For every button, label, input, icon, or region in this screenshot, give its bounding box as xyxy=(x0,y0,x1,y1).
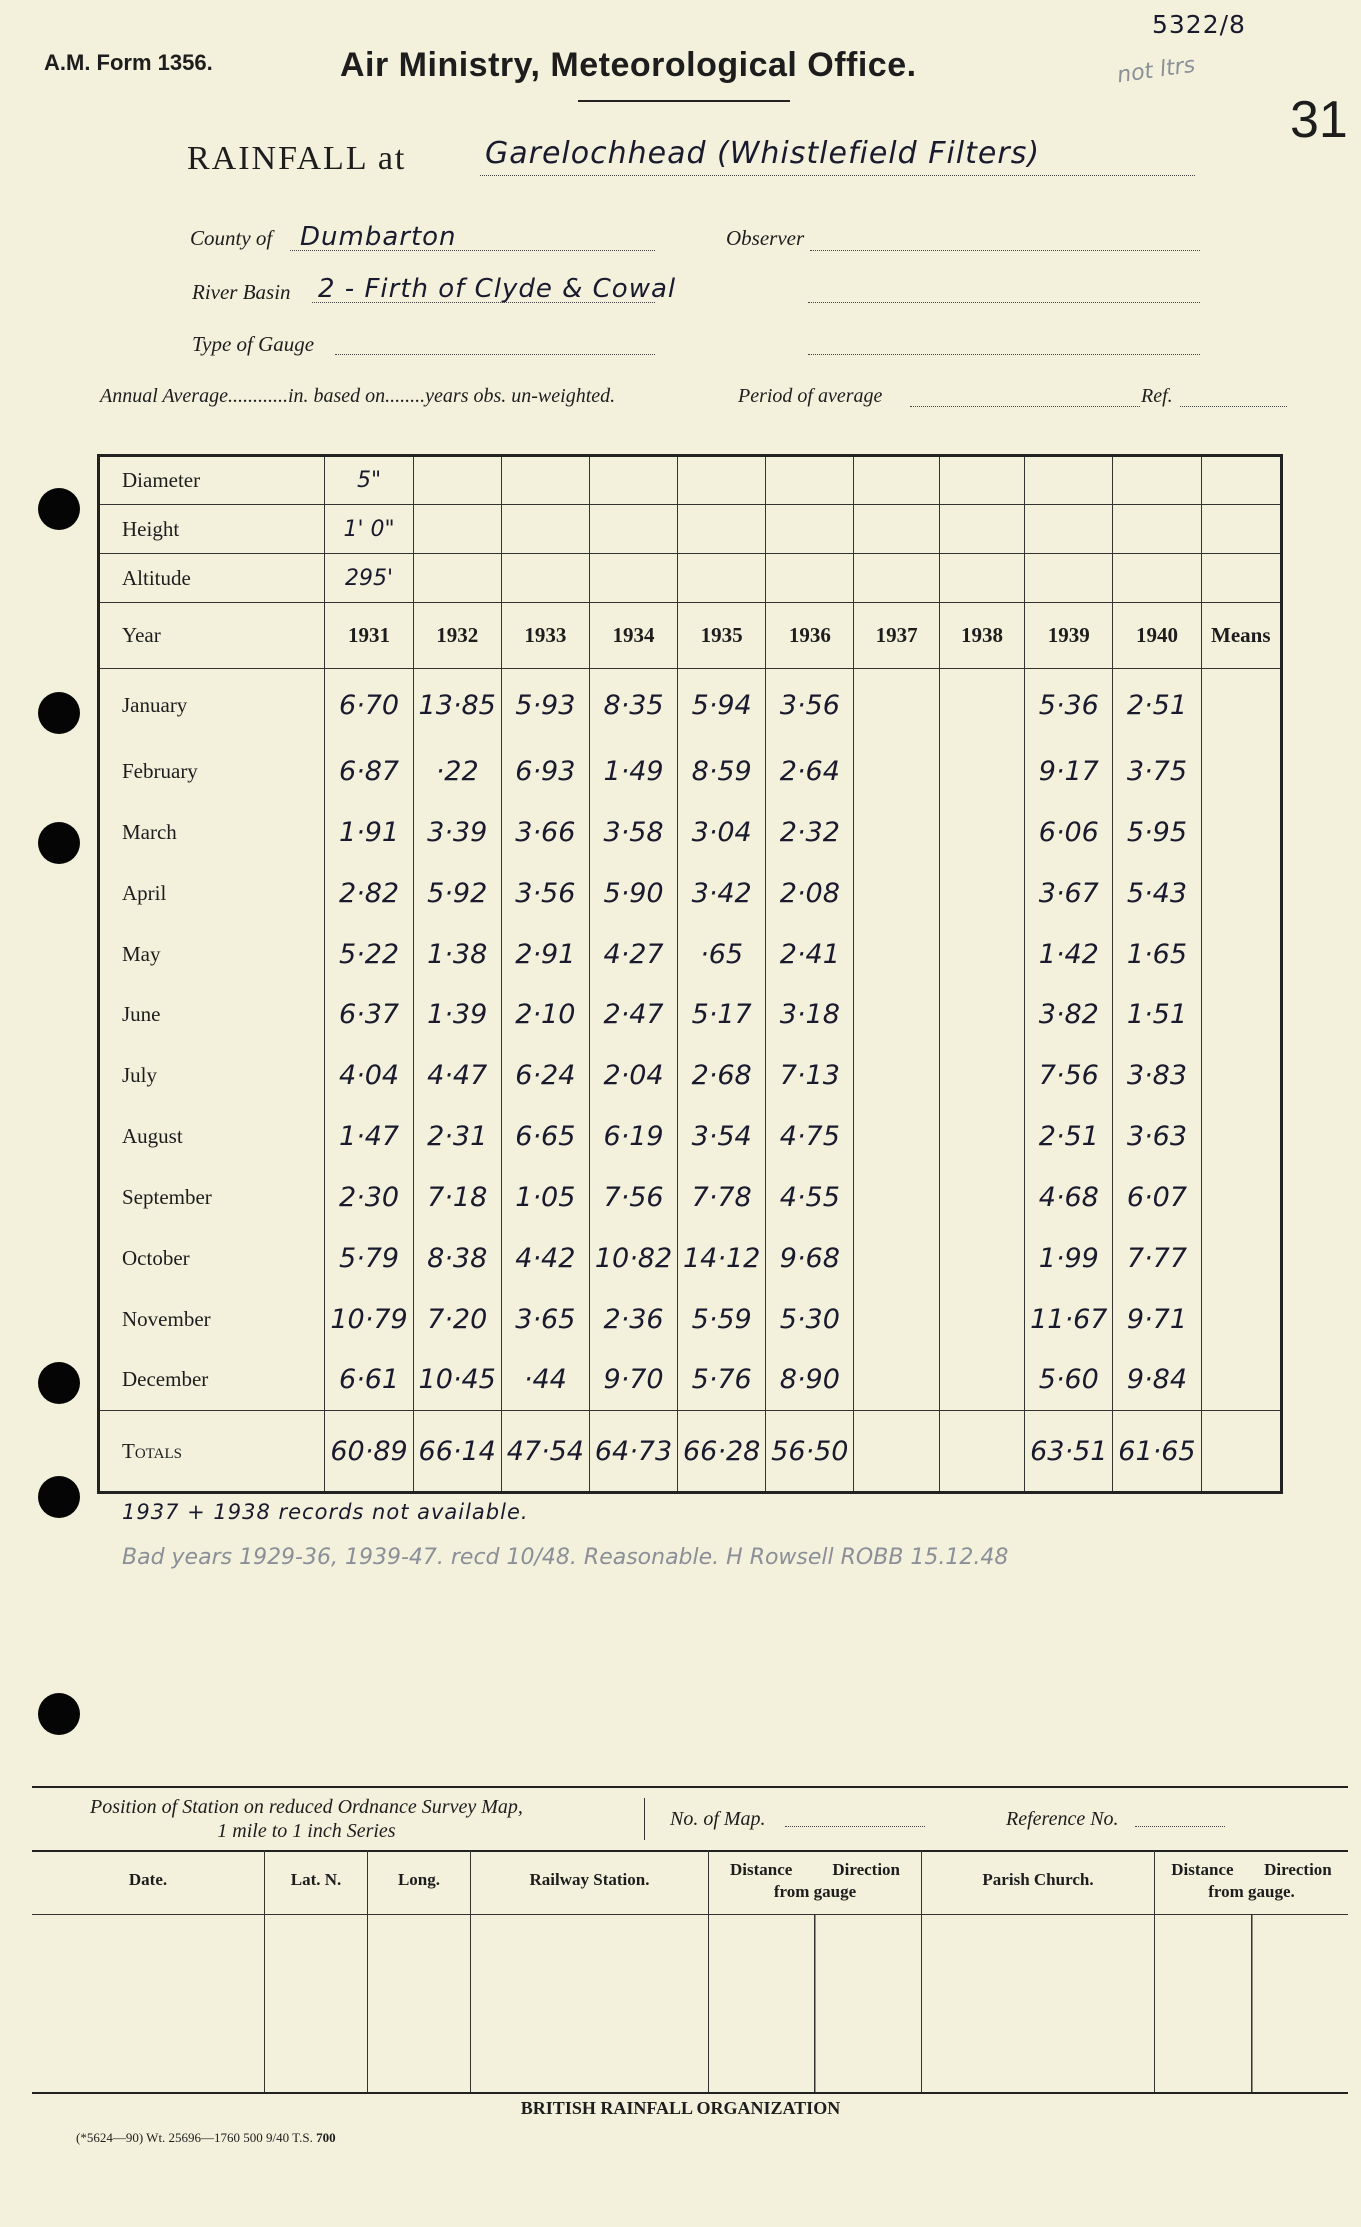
rainfall-value: 1·65 xyxy=(1113,924,1201,985)
rainfall-value: 9·68 xyxy=(766,1228,854,1289)
month-label: January xyxy=(99,669,325,742)
means-cell xyxy=(1201,1228,1281,1289)
page-title: Air Ministry, Meteorological Office. xyxy=(340,46,917,84)
rainfall-value: 7·56 xyxy=(589,1167,677,1228)
means-cell xyxy=(1201,1167,1281,1228)
rainfall-value xyxy=(854,924,939,985)
means-cell xyxy=(1201,802,1281,863)
rainfall-value: 5·94 xyxy=(678,669,766,742)
railway-distance-headings xyxy=(710,1860,920,1880)
year-header: 1932 xyxy=(413,603,501,669)
month-label: June xyxy=(99,985,325,1046)
total-value: 47·54 xyxy=(501,1411,589,1493)
rainfall-value xyxy=(854,802,939,863)
year-header: 1939 xyxy=(1025,603,1113,669)
rainfall-value: 5·79 xyxy=(325,1228,413,1289)
rainfall-value xyxy=(854,741,939,802)
totals-row xyxy=(99,1411,1282,1493)
rainfall-value xyxy=(939,1167,1024,1228)
position-text xyxy=(90,1795,523,1843)
rainfall-value xyxy=(939,741,1024,802)
total-value: 63·51 xyxy=(1025,1411,1113,1493)
totals-label: Totals xyxy=(99,1411,325,1493)
rainfall-value: 5·60 xyxy=(1025,1350,1113,1411)
month-label: September xyxy=(99,1167,325,1228)
meta-empty-cell xyxy=(413,505,501,554)
meta-empty-cell xyxy=(501,456,589,505)
distance-heading: Distance xyxy=(1171,1860,1234,1879)
meta-empty-cell xyxy=(589,456,677,505)
meta-row xyxy=(99,554,1282,603)
lat-column: Lat. N. xyxy=(265,1850,368,2094)
meta-empty-cell xyxy=(678,554,766,603)
rainfall-value: 13·85 xyxy=(413,669,501,742)
rainfall-value: 7·13 xyxy=(766,1045,854,1106)
rainfall-value: ·22 xyxy=(413,741,501,802)
gauge-type-line xyxy=(335,354,655,355)
rainfall-at-label: RAINFALL at xyxy=(187,140,407,177)
year-header: 1940 xyxy=(1113,603,1201,669)
rainfall-value: 6·65 xyxy=(501,1106,589,1167)
map-number-label: No. of Map. xyxy=(670,1808,766,1830)
rainfall-value xyxy=(939,669,1024,742)
railway-distance-split xyxy=(710,1914,920,2093)
rainfall-value: 5·30 xyxy=(766,1289,854,1350)
rainfall-value: 4·27 xyxy=(589,924,677,985)
meta-empty-cell xyxy=(1025,554,1113,603)
meta-empty-cell xyxy=(939,456,1024,505)
direction-heading: Direction xyxy=(1264,1860,1332,1879)
rainfall-value xyxy=(854,1106,939,1167)
rainfall-value xyxy=(854,1228,939,1289)
form-number: A.M. Form 1356. xyxy=(44,50,213,75)
rainfall-value: 7·20 xyxy=(413,1289,501,1350)
punch-hole xyxy=(38,488,80,530)
total-value xyxy=(939,1411,1024,1493)
meta-empty-cell xyxy=(678,456,766,505)
rainfall-value: 3·82 xyxy=(1025,985,1113,1046)
meta-value: 1' 0" xyxy=(325,505,413,554)
rainfall-value: 9·71 xyxy=(1113,1289,1201,1350)
rainfall-value: 4·42 xyxy=(501,1228,589,1289)
rainfall-value: 6·70 xyxy=(325,669,413,742)
county-value: Dumbarton xyxy=(300,222,457,252)
meta-empty-cell xyxy=(678,505,766,554)
rainfall-value: 4·75 xyxy=(766,1106,854,1167)
rainfall-value: 5·43 xyxy=(1113,863,1201,924)
missing-records-note: 1937 + 1938 records not available. xyxy=(122,1500,529,1524)
parish-church-column: Parish Church. xyxy=(922,1850,1155,2094)
month-row xyxy=(99,1350,1282,1411)
rainfall-value: 2·08 xyxy=(766,863,854,924)
rainfall-value: 2·47 xyxy=(589,985,677,1046)
rainfall-value: 2·51 xyxy=(1025,1106,1113,1167)
rainfall-value: 5·36 xyxy=(1025,669,1113,742)
means-cell xyxy=(1201,1289,1281,1350)
meta-empty-cell xyxy=(1113,505,1201,554)
rainfall-value xyxy=(939,1350,1024,1411)
meta-row xyxy=(99,456,1282,505)
meta-empty-cell xyxy=(766,456,854,505)
month-row xyxy=(99,924,1282,985)
rainfall-value: 11·67 xyxy=(1025,1289,1113,1350)
rainfall-value: 9·70 xyxy=(589,1350,677,1411)
year-row xyxy=(99,603,1282,669)
rainfall-value: 2·64 xyxy=(766,741,854,802)
punch-hole xyxy=(38,1693,80,1735)
rainfall-value xyxy=(854,863,939,924)
rainfall-value: 6·07 xyxy=(1113,1167,1201,1228)
bottom-rule xyxy=(32,2092,1348,2094)
means-cell xyxy=(1201,1106,1281,1167)
rainfall-value: 3·39 xyxy=(413,802,501,863)
pencil-corner-note: not ltrs xyxy=(1115,52,1197,89)
rainfall-value: 3·42 xyxy=(678,863,766,924)
total-value: 60·89 xyxy=(325,1411,413,1493)
month-row xyxy=(99,1228,1282,1289)
means-cell xyxy=(1201,1411,1281,1493)
means-cell xyxy=(1201,554,1281,603)
rainfall-value: 3·66 xyxy=(501,802,589,863)
print-code xyxy=(76,2130,336,2146)
period-line xyxy=(910,406,1140,407)
year-label: Year xyxy=(99,603,325,669)
rainfall-value: 3·63 xyxy=(1113,1106,1201,1167)
direction-heading: Direction xyxy=(832,1860,900,1879)
meta-empty-cell xyxy=(589,554,677,603)
organization-footer: BRITISH RAINFALL ORGANIZATION xyxy=(520,2098,841,2118)
ref-label: Ref. xyxy=(1141,385,1173,407)
meta-empty-cell xyxy=(589,505,677,554)
punch-hole xyxy=(38,692,80,734)
rainfall-value: 1·39 xyxy=(413,985,501,1046)
rainfall-table xyxy=(97,454,1283,1494)
month-label: April xyxy=(99,863,325,924)
rainfall-value: 2·68 xyxy=(678,1045,766,1106)
meta-label: Height xyxy=(99,505,325,554)
rainfall-value: 5·59 xyxy=(678,1289,766,1350)
means-cell xyxy=(1201,985,1281,1046)
rainfall-value: 7·56 xyxy=(1025,1045,1113,1106)
means-cell xyxy=(1201,1045,1281,1106)
rainfall-value: 4·68 xyxy=(1025,1167,1113,1228)
rainfall-value: 6·19 xyxy=(589,1106,677,1167)
rainfall-value: 1·91 xyxy=(325,802,413,863)
meta-empty-cell xyxy=(854,554,939,603)
rainfall-value: 1·99 xyxy=(1025,1228,1113,1289)
meta-label: Altitude xyxy=(99,554,325,603)
rainfall-value: 9·17 xyxy=(1025,741,1113,802)
position-text-line-1: Position of Station on reduced Ordnance Survey Map, xyxy=(90,1796,523,1818)
month-label: August xyxy=(99,1106,325,1167)
rainfall-value: 3·65 xyxy=(501,1289,589,1350)
meta-empty-cell xyxy=(501,554,589,603)
pencil-review-note: Bad years 1929-36, 1939-47. recd 10/48. Reasonable. H Rowsell ROBB 15.12.48 xyxy=(122,1545,1009,1570)
observer-line xyxy=(810,250,1200,251)
position-rule-top xyxy=(32,1786,1348,1788)
total-value: 66·14 xyxy=(413,1411,501,1493)
rainfall-value: 3·83 xyxy=(1113,1045,1201,1106)
rainfall-value: ·65 xyxy=(678,924,766,985)
meta-empty-cell xyxy=(939,554,1024,603)
means-header: Means xyxy=(1201,603,1281,669)
month-label: July xyxy=(99,1045,325,1106)
month-row xyxy=(99,1106,1282,1167)
position-text-line-2: 1 mile to 1 inch Series xyxy=(217,1820,396,1842)
rainfall-value: 4·47 xyxy=(413,1045,501,1106)
year-header: 1933 xyxy=(501,603,589,669)
position-brace xyxy=(644,1798,645,1840)
rainfall-value: 3·75 xyxy=(1113,741,1201,802)
rainfall-value: 2·30 xyxy=(325,1167,413,1228)
rainfall-value: 3·18 xyxy=(766,985,854,1046)
rainfall-value: 3·04 xyxy=(678,802,766,863)
meta-value: 5" xyxy=(325,456,413,505)
rainfall-value: 3·58 xyxy=(589,802,677,863)
month-row xyxy=(99,1167,1282,1228)
rainfall-value xyxy=(939,802,1024,863)
railway-distance-column xyxy=(709,1850,922,2094)
rainfall-value: 3·56 xyxy=(501,863,589,924)
month-row xyxy=(99,1045,1282,1106)
long-column: Long. xyxy=(368,1850,471,2094)
rainfall-value: 7·77 xyxy=(1113,1228,1201,1289)
rainfall-value: 1·47 xyxy=(325,1106,413,1167)
map-number-line xyxy=(785,1826,925,1827)
rainfall-value xyxy=(939,985,1024,1046)
rainfall-value: 7·18 xyxy=(413,1167,501,1228)
print-code-text: (*5624—90) Wt. 25696—1760 500 9/40 T.S. xyxy=(76,2130,313,2145)
from-gauge-heading: from gauge xyxy=(773,1882,857,1901)
rainfall-value: 6·24 xyxy=(501,1045,589,1106)
rainfall-value: 1·42 xyxy=(1025,924,1113,985)
meta-empty-cell xyxy=(766,554,854,603)
rainfall-value: 3·54 xyxy=(678,1106,766,1167)
location-table xyxy=(32,1850,1348,2094)
total-value xyxy=(854,1411,939,1493)
rainfall-value: 7·78 xyxy=(678,1167,766,1228)
rainfall-value xyxy=(854,1289,939,1350)
month-row xyxy=(99,863,1282,924)
meta-empty-cell xyxy=(413,456,501,505)
from-gauge-heading: from gauge. xyxy=(1208,1882,1295,1901)
rainfall-value: 6·06 xyxy=(1025,802,1113,863)
means-cell xyxy=(1201,456,1281,505)
rainfall-value: 5·76 xyxy=(678,1350,766,1411)
rainfall-value: 5·22 xyxy=(325,924,413,985)
means-cell xyxy=(1201,669,1281,742)
rainfall-value: 2·10 xyxy=(501,985,589,1046)
punch-hole xyxy=(38,1476,80,1518)
month-label: May xyxy=(99,924,325,985)
rainfall-value: 8·90 xyxy=(766,1350,854,1411)
rainfall-value: 2·91 xyxy=(501,924,589,985)
meta-empty-cell xyxy=(1025,456,1113,505)
month-label: March xyxy=(99,802,325,863)
month-label: February xyxy=(99,741,325,802)
month-label: October xyxy=(99,1228,325,1289)
rainfall-value: 1·38 xyxy=(413,924,501,985)
header-row-rule xyxy=(32,1914,1348,1915)
rainfall-value: 8·59 xyxy=(678,741,766,802)
rainfall-value: 10·82 xyxy=(589,1228,677,1289)
rainfall-value: 5·93 xyxy=(501,669,589,742)
rainfall-value: 10·79 xyxy=(325,1289,413,1350)
observer-label: Observer xyxy=(726,226,805,250)
title-underline xyxy=(578,100,790,102)
reference-number: 5322/8 xyxy=(1152,10,1246,39)
rainfall-value: 14·12 xyxy=(678,1228,766,1289)
meta-empty-cell xyxy=(854,505,939,554)
total-value: 61·65 xyxy=(1113,1411,1201,1493)
rainfall-value: ·44 xyxy=(501,1350,589,1411)
annual-average-label: Annual Average............in. based on........years obs. un-weighted. xyxy=(100,385,616,407)
total-value: 64·73 xyxy=(589,1411,677,1493)
gauge-type-right-line xyxy=(808,354,1200,355)
meta-empty-cell xyxy=(766,505,854,554)
rainfall-value: 1·49 xyxy=(589,741,677,802)
rainfall-value: 5·92 xyxy=(413,863,501,924)
river-basin-value: 2 - Firth of Clyde & Cowal xyxy=(318,274,677,304)
punch-hole xyxy=(38,1362,80,1404)
means-cell xyxy=(1201,1350,1281,1411)
rainfall-value xyxy=(939,1106,1024,1167)
rainfall-value: 6·93 xyxy=(501,741,589,802)
rainfall-value xyxy=(939,1228,1024,1289)
meta-empty-cell xyxy=(1025,505,1113,554)
river-basin-right-line xyxy=(808,302,1200,303)
year-header: 1931 xyxy=(325,603,413,669)
church-distance-headings xyxy=(1156,1860,1347,1880)
rainfall-value: 1·05 xyxy=(501,1167,589,1228)
rainfall-value: 9·84 xyxy=(1113,1350,1201,1411)
total-value: 66·28 xyxy=(678,1411,766,1493)
meta-row xyxy=(99,505,1282,554)
rainfall-value xyxy=(854,985,939,1046)
year-header: 1937 xyxy=(854,603,939,669)
rainfall-value xyxy=(939,863,1024,924)
rainfall-value xyxy=(854,1045,939,1106)
rainfall-value: 5·17 xyxy=(678,985,766,1046)
rainfall-value: 5·95 xyxy=(1113,802,1201,863)
year-header: 1936 xyxy=(766,603,854,669)
rainfall-value: 2·41 xyxy=(766,924,854,985)
rainfall-value: 4·55 xyxy=(766,1167,854,1228)
period-of-average-label: Period of average xyxy=(738,385,883,407)
meta-value: 295' xyxy=(325,554,413,603)
gauge-type-label: Type of Gauge xyxy=(192,332,315,356)
month-label: December xyxy=(99,1350,325,1411)
reference-number-line xyxy=(1135,1826,1225,1827)
church-distance-column xyxy=(1155,1850,1349,2094)
rainfall-value: 1·51 xyxy=(1113,985,1201,1046)
meta-label: Diameter xyxy=(99,456,325,505)
means-cell xyxy=(1201,863,1281,924)
meta-empty-cell xyxy=(501,505,589,554)
meta-empty-cell xyxy=(1113,456,1201,505)
rainfall-value: 5·90 xyxy=(589,863,677,924)
rainfall-value xyxy=(854,1167,939,1228)
rainfall-value: 2·32 xyxy=(766,802,854,863)
year-header: 1938 xyxy=(939,603,1024,669)
rainfall-value xyxy=(939,924,1024,985)
punch-hole xyxy=(38,822,80,864)
meta-empty-cell xyxy=(854,456,939,505)
rainfall-value: 3·67 xyxy=(1025,863,1113,924)
rainfall-value: 4·04 xyxy=(325,1045,413,1106)
rainfall-value xyxy=(939,1045,1024,1106)
month-label: November xyxy=(99,1289,325,1350)
rainfall-value: 2·04 xyxy=(589,1045,677,1106)
rainfall-value: 10·45 xyxy=(413,1350,501,1411)
page-number: 31 xyxy=(1290,91,1348,149)
rainfall-value xyxy=(939,1289,1024,1350)
rainfall-value: 6·87 xyxy=(325,741,413,802)
rainfall-value: 6·37 xyxy=(325,985,413,1046)
reference-number-label: Reference No. xyxy=(1006,1808,1119,1830)
county-label: County of xyxy=(190,226,273,250)
church-distance-split xyxy=(1156,1914,1347,2093)
month-row xyxy=(99,802,1282,863)
month-row xyxy=(99,741,1282,802)
rainfall-value xyxy=(854,669,939,742)
rainfall-value: 2·31 xyxy=(413,1106,501,1167)
rainfall-value: 2·36 xyxy=(589,1289,677,1350)
means-cell xyxy=(1201,924,1281,985)
meta-empty-cell xyxy=(413,554,501,603)
rainfall-value: 6·61 xyxy=(325,1350,413,1411)
year-header: 1935 xyxy=(678,603,766,669)
month-row xyxy=(99,985,1282,1046)
print-code-number: 700 xyxy=(316,2130,336,2145)
date-column: Date. xyxy=(128,1870,168,1889)
rainfall-value: 2·51 xyxy=(1113,669,1201,742)
means-cell xyxy=(1201,741,1281,802)
means-cell xyxy=(1201,505,1281,554)
rainfall-value: 2·82 xyxy=(325,863,413,924)
rainfall-at-line xyxy=(480,175,1195,176)
total-value: 56·50 xyxy=(766,1411,854,1493)
year-header: 1934 xyxy=(589,603,677,669)
rainfall-value: 8·35 xyxy=(589,669,677,742)
rainfall-value xyxy=(854,1350,939,1411)
rainfall-at-value: Garelochhead (Whistlefield Filters) xyxy=(485,136,1041,171)
month-row xyxy=(99,1289,1282,1350)
meta-empty-cell xyxy=(1113,554,1201,603)
rainfall-value: 3·56 xyxy=(766,669,854,742)
ref-line xyxy=(1180,406,1287,407)
distance-heading: Distance xyxy=(730,1860,793,1879)
railway-station-column: Railway Station. xyxy=(471,1850,709,2094)
river-basin-label: River Basin xyxy=(192,280,291,304)
month-row xyxy=(99,669,1282,742)
rainfall-value: 8·38 xyxy=(413,1228,501,1289)
meta-empty-cell xyxy=(939,505,1024,554)
